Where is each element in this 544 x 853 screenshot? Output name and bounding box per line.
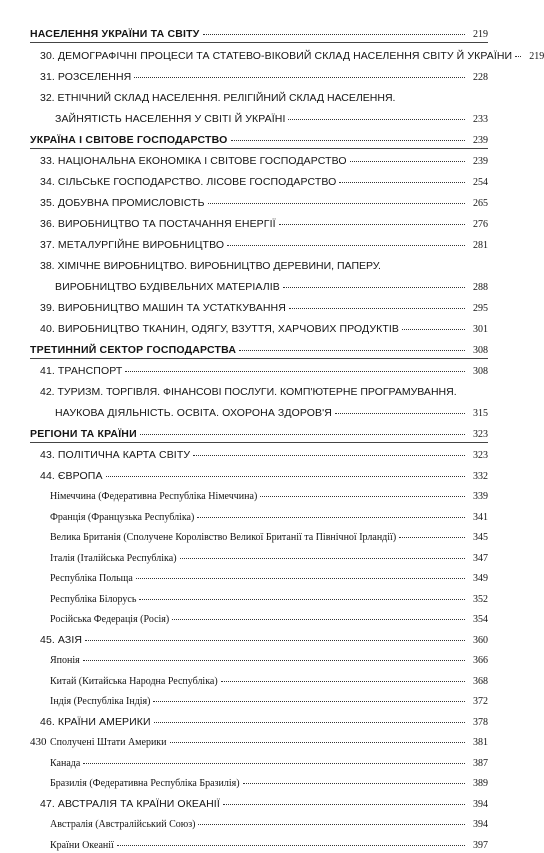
toc-country-entry (50, 564, 488, 586)
toc-country-entry (50, 769, 488, 791)
toc-chapter-entry (30, 462, 488, 484)
dot-leader (198, 824, 465, 825)
toc-page-number: 276 (473, 219, 488, 230)
toc-entry-title: 41. ТРАНСПОРТ (40, 365, 123, 377)
toc-chapter-entry (30, 626, 488, 648)
toc-page-number: 323 (473, 429, 488, 440)
toc-chapter-entry (30, 252, 488, 274)
dot-leader (85, 640, 465, 641)
toc-page-number: 352 (473, 593, 488, 605)
toc-page-number: 389 (473, 778, 488, 789)
toc-entry-title: Канада (50, 757, 81, 769)
toc-section (30, 336, 488, 359)
toc-page-number: 219 (529, 51, 544, 62)
dot-leader (402, 329, 465, 330)
toc-entry-title: 30. ДЕМОГРАФІЧНІ ПРОЦЕСИ ТА СТАТЕВО-ВІКОВИЙ СКЛАД НАСЕЛЕННЯ СВІТУ Й УКРАЇНИ (40, 50, 513, 62)
toc-entry-title: Велика Британія (Сполучене Королівство Великої Британії та Північної Ірландії) (50, 532, 397, 543)
toc-country-entry (50, 667, 488, 689)
toc-entry-title: Австралія (Австралійський Союз) (50, 819, 196, 830)
toc-page-number: 301 (473, 324, 488, 335)
dot-leader (289, 308, 465, 309)
toc-entry-title: Японія (50, 655, 80, 666)
toc-entry-title: 34. СІЛЬСЬКЕ ГОСПОДАРСТВО. ЛІСОВЕ ГОСПОДАРСТВО (40, 176, 337, 188)
toc-page-number: 366 (473, 655, 488, 666)
toc-entry-title: 33. НАЦІОНАЛЬНА ЕКОНОМІКА І СВІТОВЕ ГОСПОДАРСТВО (40, 155, 347, 167)
toc-page-number: 341 (473, 511, 488, 523)
toc-chapter-entry (30, 441, 488, 463)
dot-leader (83, 763, 465, 764)
dot-leader (172, 619, 465, 620)
toc-entry-title: Країни Океанії (50, 839, 114, 851)
toc-page-number: 345 (473, 532, 488, 543)
toc-entry-title: НАУКОВА ДІЯЛЬНІСТЬ. ОСВІТА. ОХОРОНА ЗДОРОВ'Я (55, 407, 332, 419)
dot-leader (350, 161, 465, 162)
toc-page-number: 228 (473, 72, 488, 83)
toc-chapter-entry (30, 708, 488, 730)
toc-entry-title: 42. ТУРИЗМ. ТОРГІВЛЯ. ФІНАНСОВІ ПОСЛУГИ. КОМП'ЮТЕРНЕ ПРОГРАМУВАННЯ. (40, 386, 457, 398)
toc-chapter-entry (30, 357, 488, 379)
dot-leader (288, 119, 465, 120)
toc-section (30, 20, 488, 43)
toc-country-entry (50, 749, 488, 771)
dot-leader (227, 245, 465, 246)
dot-leader (197, 517, 465, 518)
dot-leader (221, 681, 465, 682)
toc-chapter-entry (55, 273, 488, 295)
toc-page-number: 239 (473, 156, 488, 167)
toc-page-number: 308 (473, 366, 488, 377)
dot-leader (83, 660, 465, 661)
dot-leader (134, 77, 465, 78)
dot-leader (117, 845, 465, 846)
toc-page-number: 295 (473, 303, 488, 314)
toc-entry-title: Німеччина (Федеративна Республіка Німеччина) (50, 491, 258, 502)
toc-entry-title: РЕГІОНИ ТА КРАЇНИ (30, 428, 137, 440)
toc-entry-title: 45. АЗІЯ (40, 633, 83, 646)
toc-entry-title: Республіка Польща (50, 573, 133, 584)
dot-leader (180, 558, 465, 559)
toc-page-number: 381 (473, 737, 488, 748)
toc-section (30, 126, 488, 149)
dot-leader (106, 476, 465, 477)
toc-chapter-entry (30, 189, 488, 211)
toc-entry-title: ТРЕТИННИЙ СЕКТОР ГОСПОДАРСТВА (30, 344, 237, 356)
toc-country-entry (50, 503, 488, 525)
toc-entry-title: 39. ВИРОБНИЦТВО МАШИН ТА УСТАТКУВАННЯ (40, 302, 286, 314)
toc-entry-title: ЗАЙНЯТІСТЬ НАСЕЛЕННЯ У СВІТІ Й УКРАЇНІ (55, 113, 286, 125)
dot-leader (243, 783, 465, 784)
toc-page-number: 368 (473, 675, 488, 687)
toc-chapter-entry (30, 315, 488, 337)
dot-leader (399, 537, 465, 538)
dot-leader (208, 203, 465, 204)
toc-entry-title: ВИРОБНИЦТВО БУДІВЕЛЬНИХ МАТЕРІАЛІВ (55, 281, 280, 293)
dot-leader (203, 34, 465, 35)
toc-entry-title: 36. ВИРОБНИЦТВО ТА ПОСТАЧАННЯ ЕНЕРГІЇ (40, 218, 276, 230)
toc-country-entry (50, 831, 488, 853)
toc-chapter-entry (55, 105, 488, 127)
toc-page-number: 265 (473, 198, 488, 209)
toc-country-entry (50, 544, 488, 566)
toc-entry-title: Сполучені Штати Америки (50, 737, 167, 748)
toc-country-entry (50, 728, 488, 750)
toc-entry-title: 47. АВСТРАЛІЯ ТА КРАЇНИ ОКЕАНІЇ (40, 797, 220, 810)
toc-chapter-entry (30, 84, 488, 106)
toc-entry-title: Франція (Французька Республіка) (50, 511, 195, 523)
toc-entry-title: Бразилія (Федеративна Республіка Бразилія) (50, 778, 240, 789)
dot-leader (140, 434, 465, 435)
toc-chapter-entry (30, 210, 488, 232)
toc-entry-title: Китай (Китайська Народна Республіка) (50, 675, 218, 687)
dot-leader (136, 578, 465, 579)
toc-chapter-entry (30, 147, 488, 169)
dot-leader (279, 224, 465, 225)
toc-chapter-entry (30, 294, 488, 316)
toc-chapter-entry (30, 378, 488, 400)
toc-country-entry (50, 482, 488, 504)
toc-chapter-entry (55, 399, 488, 421)
dot-leader (125, 371, 465, 372)
toc-page-number: 281 (473, 240, 488, 251)
toc-page-number: 347 (473, 552, 488, 564)
toc-page-number: 315 (473, 408, 488, 419)
toc-entry-title: Республіка Білорусь (50, 593, 137, 605)
toc-page-number: 219 (473, 29, 488, 40)
toc-chapter-entry (30, 42, 544, 64)
page-number: 430 (30, 736, 47, 748)
toc-country-entry (50, 687, 488, 709)
toc-country-entry (50, 810, 488, 832)
dot-leader (153, 701, 465, 702)
toc-entry-title: УКРАЇНА І СВІТОВЕ ГОСПОДАРСТВО (30, 134, 228, 146)
toc-chapter-entry (30, 168, 488, 190)
toc-page-number: 239 (473, 135, 488, 146)
toc-page-number: 254 (473, 177, 488, 188)
dot-leader (339, 182, 465, 183)
toc-entry-title: 43. ПОЛІТИЧНА КАРТА СВІТУ (40, 449, 191, 461)
dot-leader (223, 804, 465, 805)
toc-entry-title: 31. РОЗСЕЛЕННЯ (40, 71, 132, 83)
toc-page-number: 397 (473, 839, 488, 851)
dot-leader (154, 722, 465, 723)
toc-entry-title: 46. КРАЇНИ АМЕРИКИ (40, 715, 151, 728)
toc-country-entry (50, 605, 488, 627)
toc-page-number: 394 (473, 819, 488, 830)
toc-entry-title: 37. МЕТАЛУРГІЙНЕ ВИРОБНИЦТВО (40, 239, 225, 251)
toc-page-number: 323 (473, 450, 488, 461)
toc-page-number: 387 (473, 757, 488, 769)
toc-chapter-entry (30, 231, 488, 253)
toc-page-number: 378 (473, 716, 488, 728)
toc-entry-title: 40. ВИРОБНИЦТВО ТКАНИН, ОДЯГУ, ВЗУТТЯ, ХАРЧОВИХ ПРОДУКТІВ (40, 323, 399, 335)
toc-entry-title: Італія (Італійська Республіка) (50, 552, 177, 564)
dot-leader (193, 455, 465, 456)
toc-chapter-entry (30, 63, 488, 85)
toc-entry-title: 38. ХІМІЧНЕ ВИРОБНИЦТВО. ВИРОБНИЦТВО ДЕРЕВИНИ, ПАПЕРУ. (40, 260, 381, 272)
toc-page-number: 332 (473, 470, 488, 482)
dot-leader (515, 56, 521, 57)
toc-entry-title: Російська Федерація (Росія) (50, 614, 170, 625)
toc-entry-title: 35. ДОБУВНА ПРОМИСЛОВІСТЬ (40, 197, 205, 209)
toc-section (30, 420, 488, 443)
toc-country-entry (50, 585, 488, 607)
dot-leader (283, 287, 465, 288)
toc-page-number: 372 (473, 696, 488, 707)
toc-country-entry (50, 646, 488, 668)
dot-leader (231, 140, 466, 141)
toc-entry-title: 44. ЄВРОПА (40, 469, 103, 482)
toc-page-number: 349 (473, 573, 488, 584)
dot-leader (239, 350, 465, 351)
toc-page-number: 394 (473, 798, 488, 810)
toc-page-number: 354 (473, 614, 488, 625)
toc-page-number: 308 (473, 345, 488, 356)
toc-page-number: 339 (473, 491, 488, 502)
dot-leader (335, 413, 465, 414)
toc-page-number: 360 (473, 634, 488, 646)
dot-leader (139, 599, 465, 600)
toc-entry-title: 32. ЕТНІЧНИЙ СКЛАД НАСЕЛЕННЯ. РЕЛІГІЙНИЙ СКЛАД НАСЕЛЕННЯ. (40, 92, 396, 104)
toc-country-entry (50, 523, 488, 545)
toc-page-number: 288 (473, 282, 488, 293)
toc-chapter-entry (30, 790, 488, 812)
dot-leader (260, 496, 465, 497)
toc-entry-title: Індія (Республіка Індія) (50, 696, 151, 707)
toc-page-number: 233 (473, 114, 488, 125)
toc-entry-title: НАСЕЛЕННЯ УКРАЇНИ ТА СВІТУ (30, 28, 200, 40)
dot-leader (170, 742, 465, 743)
